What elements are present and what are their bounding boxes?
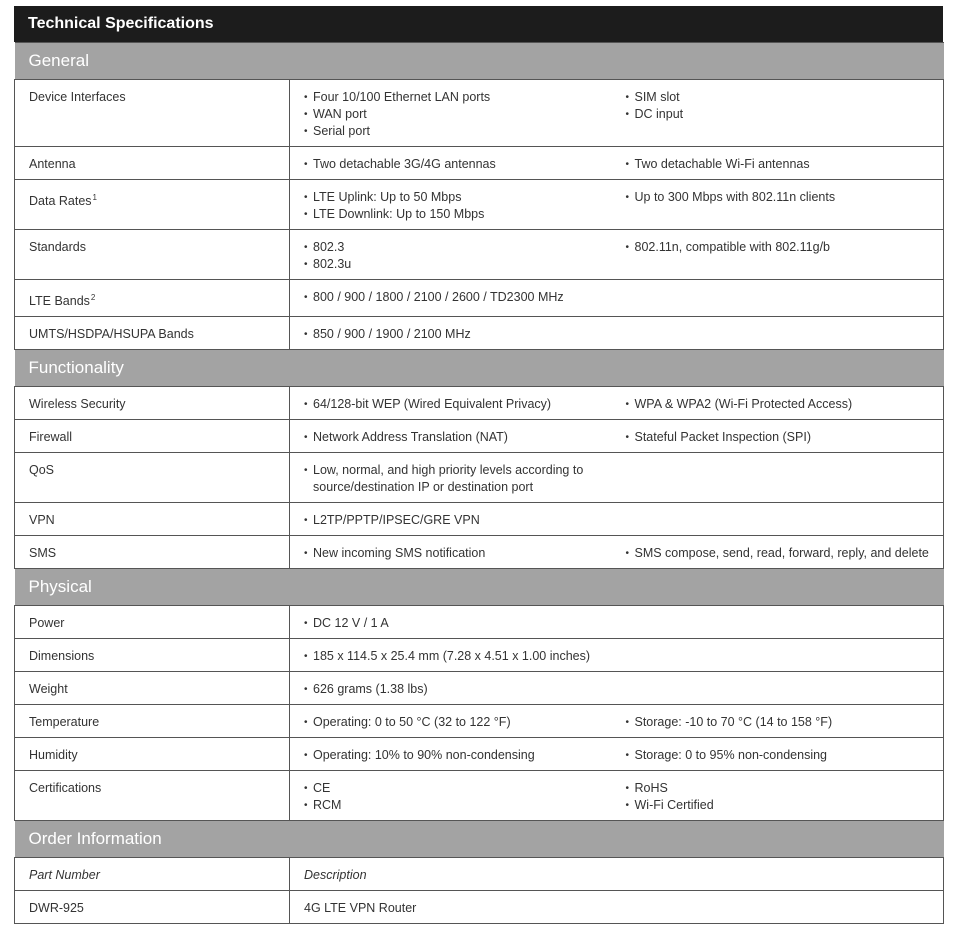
bullet-item: • LTE Uplink: Up to 50 Mbps <box>304 189 610 206</box>
bullet-item: • L2TP/PPTP/IPSEC/GRE VPN <box>304 512 610 529</box>
bullet-list <box>626 429 938 446</box>
bullet-list <box>304 239 610 273</box>
bullet-item: • 185 x 114.5 x 25.4 mm (7.28 x 4.51 x 1.00 inches) <box>304 648 610 665</box>
order-row <box>15 891 944 924</box>
spec-row <box>15 147 944 180</box>
spec-label-text: QoS <box>29 463 55 477</box>
spec-values-primary <box>290 606 616 639</box>
footnote-marker: 2 <box>90 293 96 302</box>
spec-label <box>15 387 290 420</box>
spec-label <box>15 453 290 503</box>
order-header-row <box>15 858 944 891</box>
spec-values-primary <box>290 80 616 147</box>
spec-label-text: Certifications <box>29 781 102 795</box>
spec-label <box>15 230 290 280</box>
bullet-item: • DC 12 V / 1 A <box>304 615 610 632</box>
part-number-cell: DWR-925 <box>15 891 290 924</box>
bullet-item: • Wi-Fi Certified <box>626 797 938 814</box>
bullet-item: • 64/128-bit WEP (Wired Equivalent Privacy) <box>304 396 610 413</box>
spec-values-secondary <box>616 280 944 317</box>
spec-label <box>15 606 290 639</box>
bullet-item: • 802.11n, compatible with 802.11g/b <box>626 239 938 256</box>
bullet-item: • Stateful Packet Inspection (SPI) <box>626 429 938 446</box>
bullet-item: • 802.3u <box>304 256 610 273</box>
bullet-list <box>304 429 610 446</box>
spec-values-secondary <box>616 705 944 738</box>
spec-label-text: UMTS/HSDPA/HSUPA Bands <box>29 327 194 341</box>
spec-row <box>15 230 944 280</box>
bullet-item: • Four 10/100 Ethernet LAN ports <box>304 89 610 106</box>
bullet-list <box>304 89 610 140</box>
spec-row <box>15 606 944 639</box>
bullet-list <box>304 462 610 496</box>
spec-label <box>15 738 290 771</box>
bullet-list <box>626 780 938 814</box>
spec-row <box>15 453 944 503</box>
spec-label-text: SMS <box>29 546 57 560</box>
bullet-list <box>626 545 938 562</box>
spec-row <box>15 180 944 230</box>
spec-label <box>15 180 290 230</box>
spec-row <box>15 503 944 536</box>
section-header-general <box>15 43 944 80</box>
section-title: Functionality <box>15 350 944 387</box>
spec-values-primary <box>290 705 616 738</box>
spec-values-secondary <box>616 317 944 350</box>
spec-values-secondary <box>616 639 944 672</box>
spec-label-text: Firewall <box>29 430 73 444</box>
spec-values-secondary <box>616 80 944 147</box>
spec-label <box>15 147 290 180</box>
bullet-item: • DC input <box>626 106 938 123</box>
bullet-list <box>304 289 610 306</box>
spec-label-text: Antenna <box>29 157 76 171</box>
spec-label-text: Wireless Security <box>29 397 126 411</box>
spec-row <box>15 738 944 771</box>
spec-label <box>15 639 290 672</box>
spec-label <box>15 280 290 317</box>
bullet-list <box>626 747 938 764</box>
bullet-list <box>304 780 610 814</box>
spec-row <box>15 705 944 738</box>
spec-label <box>15 80 290 147</box>
bullet-item: • 850 / 900 / 1900 / 2100 MHz <box>304 326 610 343</box>
bullet-list <box>626 396 938 413</box>
spec-label-text: Device Interfaces <box>29 90 126 104</box>
section-header-functionality <box>15 350 944 387</box>
bullet-item: • Network Address Translation (NAT) <box>304 429 610 446</box>
spec-row <box>15 420 944 453</box>
spec-sheet <box>14 6 943 924</box>
bullet-list <box>304 615 610 632</box>
spec-values-primary <box>290 771 616 821</box>
spec-label-text: LTE Bands <box>29 294 90 308</box>
spec-row <box>15 80 944 147</box>
spec-values-primary <box>290 420 616 453</box>
section-title: Physical <box>15 569 944 606</box>
bullet-list <box>626 156 938 173</box>
bullet-list <box>304 326 610 343</box>
spec-label-text: Standards <box>29 240 86 254</box>
spec-label <box>15 705 290 738</box>
spec-values-primary <box>290 536 616 569</box>
bullet-item: • RoHS <box>626 780 938 797</box>
bullet-list <box>626 89 938 123</box>
bullet-item: • Operating: 10% to 90% non-condensing <box>304 747 610 764</box>
spec-label <box>15 536 290 569</box>
spec-row <box>15 771 944 821</box>
bullet-item: • Low, normal, and high priority levels according to source/destination IP or destination port <box>304 462 610 496</box>
section-title: Order Information <box>15 821 944 858</box>
spec-label-text: Temperature <box>29 715 100 729</box>
spec-label <box>15 420 290 453</box>
spec-label-text: Dimensions <box>29 649 95 663</box>
page-title: Technical Specifications <box>14 6 943 42</box>
bullet-item: • CE <box>304 780 610 797</box>
bullet-item: • WPA & WPA2 (Wi-Fi Protected Access) <box>626 396 938 413</box>
spec-row <box>15 280 944 317</box>
bullet-list <box>304 156 610 173</box>
footnote-marker: 1 <box>92 193 97 202</box>
spec-row <box>15 317 944 350</box>
spec-values-secondary <box>616 453 944 503</box>
bullet-item: • WAN port <box>304 106 610 123</box>
bullet-item: • Storage: -10 to 70 °C (14 to 158 °F) <box>626 714 938 731</box>
bullet-list <box>626 714 938 731</box>
spec-values-secondary <box>616 672 944 705</box>
spec-values-secondary <box>616 738 944 771</box>
spec-row <box>15 672 944 705</box>
bullet-item: • Serial port <box>304 123 610 140</box>
spec-values-secondary <box>616 387 944 420</box>
bullet-item: • Operating: 0 to 50 °C (32 to 122 °F) <box>304 714 610 731</box>
bullet-list <box>304 681 610 698</box>
spec-values-primary <box>290 503 616 536</box>
spec-values-secondary <box>616 230 944 280</box>
bullet-list <box>304 714 610 731</box>
bullet-list <box>304 189 610 223</box>
bullet-item: • Storage: 0 to 95% non-condensing <box>626 747 938 764</box>
spec-values-secondary <box>616 420 944 453</box>
spec-label <box>15 503 290 536</box>
bullet-item: • SIM slot <box>626 89 938 106</box>
spec-label <box>15 771 290 821</box>
spec-values-secondary <box>616 606 944 639</box>
spec-values-primary <box>290 453 616 503</box>
spec-values-primary <box>290 317 616 350</box>
spec-values-primary <box>290 147 616 180</box>
spec-label-text: Data Rates <box>29 194 92 208</box>
spec-values-secondary <box>616 503 944 536</box>
bullet-list <box>304 747 610 764</box>
spec-label <box>15 672 290 705</box>
spec-row <box>15 387 944 420</box>
part-number-cell: Part Number <box>15 858 290 891</box>
spec-values-primary <box>290 280 616 317</box>
bullet-item: • Two detachable Wi-Fi antennas <box>626 156 938 173</box>
section-header-order <box>15 821 944 858</box>
bullet-item: • RCM <box>304 797 610 814</box>
bullet-item: • LTE Downlink: Up to 150 Mbps <box>304 206 610 223</box>
description-cell: 4G LTE VPN Router <box>290 891 944 924</box>
spec-label <box>15 317 290 350</box>
spec-values-primary <box>290 387 616 420</box>
bullet-list <box>304 648 610 665</box>
section-title: General <box>15 43 944 80</box>
spec-values-secondary <box>616 771 944 821</box>
bullet-item: • 800 / 900 / 1800 / 2100 / 2600 / TD2300 MHz <box>304 289 610 306</box>
bullet-item: • SMS compose, send, read, forward, reply, and delete <box>626 545 938 562</box>
bullet-list <box>304 545 610 562</box>
bullet-list <box>304 512 610 529</box>
description-cell: Description <box>290 858 944 891</box>
spec-row <box>15 536 944 569</box>
bullet-item: • New incoming SMS notification <box>304 545 610 562</box>
bullet-item: • 802.3 <box>304 239 610 256</box>
spec-values-secondary <box>616 147 944 180</box>
bullet-list <box>626 239 938 256</box>
bullet-item: • Two detachable 3G/4G antennas <box>304 156 610 173</box>
spec-label-text: Humidity <box>29 748 78 762</box>
spec-values-primary <box>290 230 616 280</box>
spec-values-primary <box>290 738 616 771</box>
spec-values-primary <box>290 672 616 705</box>
spec-values-primary <box>290 180 616 230</box>
bullet-item: • 626 grams (1.38 lbs) <box>304 681 610 698</box>
spec-label-text: VPN <box>29 513 55 527</box>
bullet-item: • Up to 300 Mbps with 802.11n clients <box>626 189 938 206</box>
spec-values-secondary <box>616 536 944 569</box>
bullet-list <box>626 189 938 206</box>
bullet-list <box>304 396 610 413</box>
spec-label-text: Weight <box>29 682 68 696</box>
spec-values-secondary <box>616 180 944 230</box>
spec-table <box>14 42 944 924</box>
spec-row <box>15 639 944 672</box>
spec-label-text: Power <box>29 616 65 630</box>
spec-values-primary <box>290 639 616 672</box>
section-header-physical <box>15 569 944 606</box>
